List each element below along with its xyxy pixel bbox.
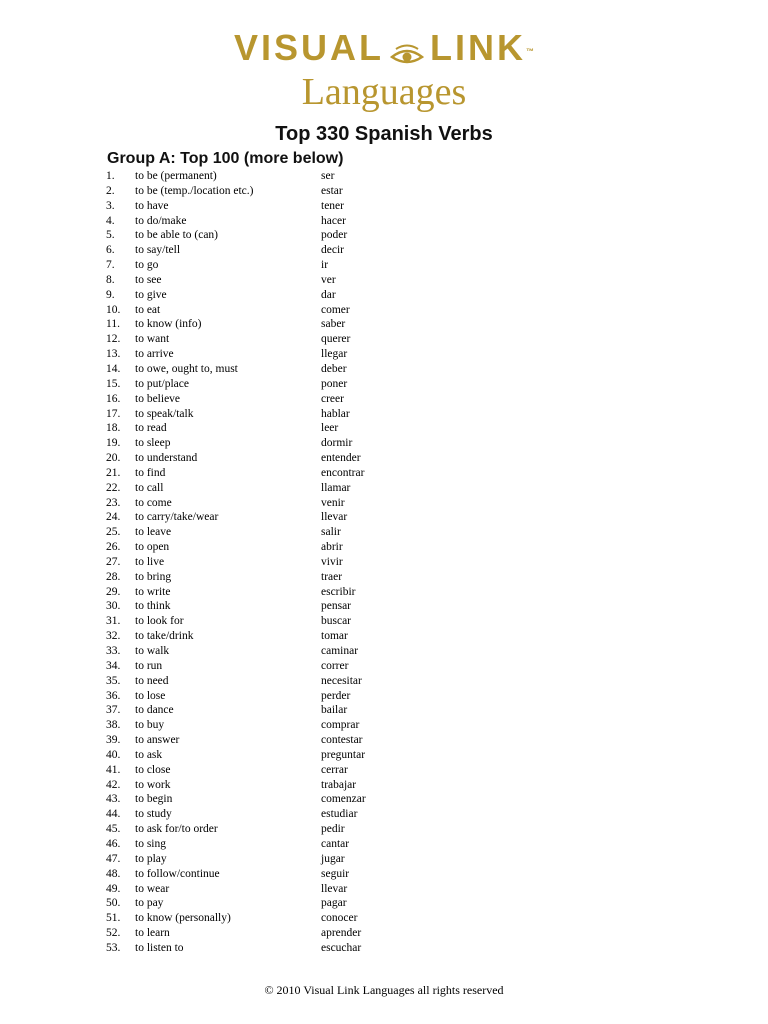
verb-spanish: seguir	[321, 867, 350, 880]
verb-spanish: jugar	[321, 852, 345, 865]
verb-number: 53.	[106, 941, 121, 954]
verb-english: to want	[135, 333, 170, 346]
list-item	[106, 718, 526, 733]
verb-spanish: ver	[321, 273, 336, 286]
verb-english: to call	[135, 481, 164, 494]
verb-spanish: contestar	[321, 734, 363, 747]
list-item	[106, 525, 526, 540]
list-item	[106, 303, 526, 318]
verb-english: to understand	[135, 452, 198, 465]
list-item	[106, 184, 526, 199]
verb-spanish: comenzar	[321, 793, 366, 806]
verb-number: 8.	[106, 273, 115, 286]
verb-english: to play	[135, 852, 167, 865]
list-item	[106, 629, 526, 644]
verb-number: 21.	[106, 466, 121, 479]
verb-spanish: deber	[321, 362, 347, 375]
list-item	[106, 555, 526, 570]
list-item	[106, 317, 526, 332]
verb-number: 44.	[106, 808, 121, 821]
list-item	[106, 644, 526, 659]
list-item	[106, 347, 526, 362]
verb-number: 41.	[106, 763, 121, 776]
list-item	[106, 659, 526, 674]
list-item	[106, 496, 526, 511]
list-item	[106, 451, 526, 466]
verb-number: 17.	[106, 407, 121, 420]
verb-spanish: perder	[321, 689, 351, 702]
verb-spanish: encontrar	[321, 466, 365, 479]
verb-english: to arrive	[135, 348, 174, 361]
verb-number: 19.	[106, 437, 121, 450]
verb-spanish: tomar	[321, 630, 348, 643]
verb-number: 1.	[106, 170, 115, 182]
list-item	[106, 822, 526, 837]
verb-number: 26.	[106, 541, 121, 554]
list-item	[106, 540, 526, 555]
verb-number: 14.	[106, 362, 121, 375]
list-item	[106, 926, 526, 941]
verb-number: 11.	[106, 318, 120, 331]
verb-english: to bring	[135, 570, 172, 583]
list-item	[106, 421, 526, 436]
verb-number: 28.	[106, 570, 121, 583]
verb-english: to begin	[135, 793, 173, 806]
verb-number: 48.	[106, 867, 121, 880]
verb-spanish: necesitar	[321, 674, 362, 687]
logo-subtitle: Languages	[301, 71, 467, 113]
list-item	[106, 436, 526, 451]
verb-spanish: decir	[321, 244, 344, 257]
verb-spanish: caminar	[321, 645, 359, 657]
verb-number: 25.	[106, 526, 121, 539]
list-item	[106, 273, 526, 288]
verb-english: to find	[135, 466, 166, 479]
verb-number: 12.	[106, 333, 121, 346]
verb-spanish: correr	[321, 659, 349, 672]
list-item	[106, 570, 526, 585]
verb-english: to answer	[135, 734, 180, 747]
verb-english: to come	[135, 496, 172, 509]
list-item	[106, 407, 526, 422]
verb-number: 31.	[106, 615, 121, 628]
verb-number: 36.	[106, 689, 121, 702]
list-item	[106, 243, 526, 258]
verb-number: 34.	[106, 659, 121, 672]
list-item	[106, 852, 526, 867]
verb-english: to know (personally)	[135, 912, 231, 925]
list-item	[106, 882, 526, 897]
list-item	[106, 510, 526, 525]
verb-spanish: estar	[321, 184, 343, 197]
verb-number: 23.	[106, 496, 121, 509]
trademark-symbol: ™	[526, 47, 534, 56]
verb-number: 2.	[106, 184, 115, 197]
verb-english: to put/place	[135, 377, 189, 390]
list-item	[106, 674, 526, 689]
page-title: Top 330 Spanish Verbs	[275, 123, 493, 145]
verb-spanish: creer	[321, 392, 344, 405]
verb-spanish: traer	[321, 570, 343, 583]
verb-english: to say/tell	[135, 244, 181, 257]
list-item	[106, 362, 526, 377]
verb-english: to study	[135, 808, 172, 821]
verb-spanish: estudiar	[321, 808, 358, 821]
verb-number: 16.	[106, 392, 121, 405]
verb-spanish: conocer	[321, 912, 358, 925]
verb-english: to take/drink	[135, 630, 194, 643]
verb-english: to look for	[135, 615, 184, 628]
verb-spanish: comer	[321, 303, 350, 316]
verb-spanish: vivir	[321, 555, 343, 568]
verb-english: to buy	[135, 719, 165, 732]
list-item	[106, 466, 526, 481]
verb-english: to do/make	[135, 214, 187, 227]
verb-english: to be able to (can)	[135, 229, 219, 242]
verb-number: 37.	[106, 704, 121, 717]
list-item	[106, 792, 526, 807]
verb-english: to carry/take/wear	[135, 511, 219, 524]
list-item	[106, 392, 526, 407]
verb-spanish: cantar	[321, 837, 350, 850]
verb-number: 49.	[106, 882, 121, 895]
verb-number: 33.	[106, 645, 121, 657]
verb-spanish: pagar	[321, 897, 347, 910]
verb-english: to pay	[135, 897, 164, 910]
verb-english: to need	[135, 674, 169, 687]
verb-number: 43.	[106, 793, 121, 806]
verb-english: to open	[135, 541, 170, 554]
verb-english: to see	[135, 273, 162, 286]
verb-spanish: llevar	[321, 511, 348, 524]
verb-english: to walk	[135, 645, 170, 657]
verb-spanish: ser	[321, 170, 335, 182]
verb-english: to leave	[135, 526, 172, 539]
verb-number: 52.	[106, 927, 121, 940]
verb-number: 38.	[106, 719, 121, 732]
list-item	[106, 763, 526, 778]
verb-number: 32.	[106, 630, 121, 643]
verb-english: to dance	[135, 704, 174, 717]
verb-english: to run	[135, 659, 163, 672]
verb-number: 9.	[106, 288, 115, 301]
verb-number: 39.	[106, 734, 121, 747]
verb-spanish: dormir	[321, 437, 353, 450]
list-item	[106, 332, 526, 347]
verb-spanish: cerrar	[321, 763, 348, 776]
verb-english: to write	[135, 585, 171, 598]
list-item	[106, 199, 526, 214]
list-item	[106, 689, 526, 704]
verb-number: 35.	[106, 674, 121, 687]
verb-english: to be (temp./location etc.)	[135, 184, 254, 197]
brand-logo	[0, 28, 768, 114]
verb-number: 7.	[106, 259, 115, 272]
list-item	[106, 778, 526, 793]
verb-english: to lose	[135, 689, 166, 702]
copyright-footer: © 2010 Visual Link Languages all rights reserved	[264, 983, 504, 997]
verb-number: 6.	[106, 244, 115, 257]
verb-english: to eat	[135, 303, 161, 316]
verb-english: to work	[135, 778, 171, 791]
list-item	[106, 228, 526, 243]
verb-number: 5.	[106, 229, 115, 242]
verb-spanish: poner	[321, 377, 348, 390]
verb-spanish: pedir	[321, 823, 345, 836]
verb-spanish: venir	[321, 496, 345, 509]
verb-spanish: entender	[321, 452, 361, 465]
verb-spanish: salir	[321, 526, 341, 539]
verb-english: to ask	[135, 748, 163, 761]
logo-wordmark	[0, 28, 768, 68]
verb-english: to close	[135, 763, 171, 776]
verb-spanish: dar	[321, 288, 336, 301]
list-item	[106, 585, 526, 600]
eye-icon	[390, 37, 424, 63]
verb-english: to sleep	[135, 437, 171, 450]
verb-english: to read	[135, 422, 167, 435]
verb-english: to follow/continue	[135, 867, 220, 880]
list-item	[106, 867, 526, 882]
verb-english: to listen to	[135, 941, 184, 954]
verb-english: to live	[135, 555, 165, 568]
verb-spanish: escuchar	[321, 941, 362, 954]
verb-number: 40.	[106, 748, 121, 761]
logo-word-link: LINK	[430, 27, 526, 68]
list-item	[106, 733, 526, 748]
list-item	[106, 599, 526, 614]
verb-spanish: poder	[321, 229, 348, 242]
group-heading: Group A: Top 100 (more below)	[107, 150, 344, 167]
verb-number: 10.	[106, 303, 121, 316]
verb-spanish: querer	[321, 333, 351, 346]
list-item	[106, 748, 526, 763]
verb-english: to have	[135, 199, 169, 212]
list-item	[106, 807, 526, 822]
verb-spanish: abrir	[321, 541, 343, 554]
verb-spanish: trabajar	[321, 778, 357, 791]
verb-english: to think	[135, 600, 171, 613]
list-item	[106, 169, 526, 184]
list-item	[106, 837, 526, 852]
list-item	[106, 911, 526, 926]
verb-english: to learn	[135, 927, 170, 940]
verb-number: 47.	[106, 852, 121, 865]
verb-spanish: ir	[321, 259, 329, 272]
verb-english: to believe	[135, 392, 181, 405]
verb-number: 29.	[106, 585, 121, 598]
verb-number: 15.	[106, 377, 121, 390]
logo-word-visual: VISUAL	[233, 27, 384, 68]
list-item	[106, 288, 526, 303]
verb-number: 3.	[106, 199, 115, 212]
list-item	[106, 258, 526, 273]
verb-english: to speak/talk	[135, 407, 194, 420]
verb-english: to owe, ought to, must	[135, 362, 238, 375]
verb-spanish: saber	[321, 318, 346, 331]
list-item	[106, 896, 526, 911]
verb-spanish: bailar	[321, 704, 348, 717]
verb-english: to wear	[135, 882, 170, 895]
verb-number: 46.	[106, 837, 121, 850]
verb-spanish: aprender	[321, 927, 362, 940]
list-item	[106, 481, 526, 496]
verb-number: 13.	[106, 348, 121, 361]
verb-spanish: llevar	[321, 882, 348, 895]
verb-spanish: llamar	[321, 481, 351, 494]
verb-number: 30.	[106, 600, 121, 613]
verb-english: to know (info)	[135, 318, 202, 331]
verb-number: 20.	[106, 452, 121, 465]
verb-number: 4.	[106, 214, 115, 227]
verb-number: 24.	[106, 511, 121, 524]
verb-spanish: escribir	[321, 585, 356, 598]
list-item	[106, 614, 526, 629]
verb-number: 45.	[106, 823, 121, 836]
list-item	[106, 941, 526, 956]
list-item	[106, 377, 526, 392]
verb-english: to give	[135, 288, 167, 301]
verb-spanish: buscar	[321, 615, 352, 628]
verb-english: to ask for/to order	[135, 823, 218, 836]
verb-spanish: hacer	[321, 214, 346, 227]
verb-spanish: tener	[321, 199, 344, 212]
verb-spanish: hablar	[321, 407, 350, 420]
verb-spanish: leer	[321, 422, 339, 435]
verb-english: to be (permanent)	[135, 170, 217, 182]
verb-english: to go	[135, 259, 159, 272]
verb-spanish: preguntar	[321, 748, 366, 761]
list-item	[106, 214, 526, 229]
verb-number: 50.	[106, 897, 121, 910]
verb-spanish: llegar	[321, 348, 348, 361]
list-item	[106, 703, 526, 718]
verb-number: 22.	[106, 481, 121, 494]
verb-spanish: comprar	[321, 719, 360, 732]
verb-number: 27.	[106, 555, 121, 568]
verb-spanish: pensar	[321, 600, 352, 613]
verb-number: 42.	[106, 778, 121, 791]
verb-number: 51.	[106, 912, 121, 925]
verb-list	[106, 169, 526, 956]
verb-english: to sing	[135, 837, 166, 850]
verb-number: 18.	[106, 422, 121, 435]
